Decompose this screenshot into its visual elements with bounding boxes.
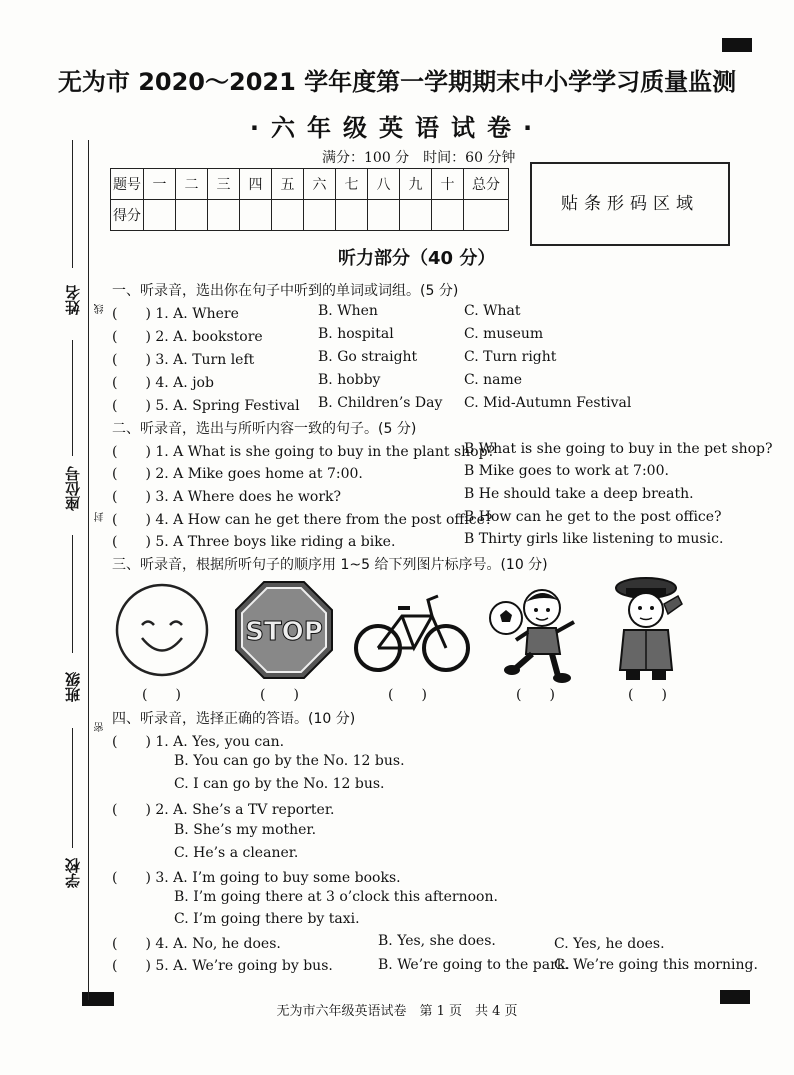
s2-q2-a: ( ) 2. A Mike goes home at 7:00. (112, 466, 363, 482)
s4-q3-b: B. I’m going there at 3 o’clock this afternoon. (174, 889, 498, 905)
s2-q3-b: B He should take a deep breath. (464, 486, 694, 502)
s4-q1-b: B. You can go by the No. 12 bus. (174, 753, 405, 769)
barcode-area-label: 贴条形码区域 (561, 194, 699, 214)
score-cell[interactable] (176, 200, 208, 231)
s1-q2-b: B. hospital (318, 326, 394, 342)
s2-q1-a: ( ) 1. A What is she going to buy in the plant shop? (112, 444, 496, 460)
s2-q4-a: ( ) 4. A How can he get there from the post office? (112, 512, 493, 528)
seat-number-label: 座位号 (64, 466, 82, 511)
score-cell[interactable] (400, 200, 432, 231)
s2-q5-a: ( ) 5. A Three boys like riding a bike. (112, 534, 396, 550)
score-table-col: 三 (208, 169, 240, 200)
score-cell-total[interactable] (464, 200, 509, 231)
exam-subtitle: ·六年级英语试卷· (249, 114, 545, 142)
seal-label: 封 (95, 512, 106, 522)
s4-q2-b: B. She’s my mother. (174, 822, 317, 838)
pic3-answer-blank[interactable]: ( ) (388, 687, 427, 703)
pic4-answer-blank[interactable]: ( ) (516, 687, 555, 703)
score-cell[interactable] (240, 200, 272, 231)
class-label: 班级 (64, 672, 82, 702)
score-table-col: 一 (144, 169, 176, 200)
score-table-col: 五 (272, 169, 304, 200)
s1-q1-a: ( ) 1. A. Where (112, 306, 239, 322)
binding-line (88, 140, 89, 1000)
s4-q5-b: B. We’re going to the park. (378, 957, 570, 973)
score-table-col: 八 (368, 169, 400, 200)
score-cell[interactable] (336, 200, 368, 231)
s1-q1-b: B. When (318, 303, 378, 319)
s1-q4-a: ( ) 4. A. job (112, 375, 214, 391)
s4-q3-a: ( ) 3. A. I’m going to buy some books. (112, 870, 401, 886)
close-label: 密 (95, 722, 106, 732)
bicycle-picture (352, 582, 472, 678)
s1-q3-a: ( ) 3. A. Turn left (112, 352, 255, 368)
s4-q5-a: ( ) 5. A. We’re going by bus. (112, 958, 333, 974)
score-cell[interactable] (432, 200, 464, 231)
name-blank-line (72, 140, 73, 268)
score-cell[interactable] (144, 200, 176, 231)
s4-q2-c: C. He’s a cleaner. (174, 845, 299, 861)
s1-q2-c: C. museum (464, 326, 544, 342)
s4-q1-a: ( ) 1. A. Yes, you can. (112, 734, 285, 750)
s4-q4-a: ( ) 4. A. No, he does. (112, 936, 281, 952)
section1-title: 一、听录音，选出你在句子中听到的单词或词组。(5 分) (112, 283, 459, 299)
score-table-row-label: 得分 (111, 200, 144, 231)
school-blank-line (72, 728, 73, 848)
s1-q3-c: C. Turn right (464, 349, 557, 365)
score-table-col: 四 (240, 169, 272, 200)
section2-title: 二、听录音，选出与所听内容一致的句子。(5 分) (112, 421, 417, 437)
score-time-info: 满分：100 分 时间：60 分钟 (322, 150, 516, 166)
pic2-answer-blank[interactable]: ( ) (260, 687, 299, 703)
barcode-area (530, 162, 730, 246)
score-table-col: 十 (432, 169, 464, 200)
score-cell[interactable] (208, 200, 240, 231)
seat-blank-line (72, 340, 73, 456)
s1-q4-b: B. hobby (318, 372, 381, 388)
s2-q2-b: B Mike goes to work at 7:00. (464, 463, 669, 479)
score-table-total: 总分 (464, 169, 509, 200)
s4-q5-c: C. We’re going this morning. (554, 957, 758, 973)
section4-title: 四、听录音，选择正确的答语。(10 分) (112, 711, 356, 727)
page-footer: 无为市六年级英语试卷 第 1 页 共 4 页 (276, 1004, 518, 1019)
listening-part-title: 听力部分（40 分） (338, 248, 496, 269)
s1-q2-a: ( ) 2. A. bookstore (112, 329, 263, 345)
score-table-score-row (111, 200, 509, 231)
score-table-col: 七 (336, 169, 368, 200)
stop-sign-text: STOP (245, 617, 323, 647)
pic1-answer-blank[interactable]: ( ) (142, 687, 181, 703)
score-table-col: 九 (400, 169, 432, 200)
s4-q4-b: B. Yes, she does. (378, 933, 496, 949)
score-cell[interactable] (272, 200, 304, 231)
score-table-col: 二 (176, 169, 208, 200)
s2-q4-b: B How can he get to the post office? (464, 509, 722, 525)
s2-q1-b: B What is she going to buy in the pet shop? (464, 441, 773, 457)
score-cell[interactable] (368, 200, 400, 231)
name-label: 姓名 (64, 285, 82, 315)
s1-q4-c: C. name (464, 372, 523, 388)
s1-q5-b: B. Children’s Day (318, 395, 443, 411)
stop-sign-picture (234, 580, 334, 680)
s1-q1-c: C. What (464, 303, 521, 319)
section3-title: 三、听录音，根据所听句子的顺序用 1~5 给下列图片标序号。(10 分) (112, 557, 548, 573)
score-cell[interactable] (304, 200, 336, 231)
smiley-face-picture (114, 580, 210, 680)
s4-q3-c: C. I’m going there by taxi. (174, 911, 360, 927)
s4-q4-c: C. Yes, he does. (554, 936, 665, 952)
registration-mark-top-right (722, 38, 752, 52)
s4-q1-c: C. I can go by the No. 12 bus. (174, 776, 385, 792)
s1-q5-a: ( ) 5. A. Spring Festival (112, 398, 300, 414)
score-table-header-row (111, 169, 509, 200)
pic5-answer-blank[interactable]: ( ) (628, 687, 667, 703)
s2-q5-b: B Thirty girls like listening to music. (464, 531, 724, 547)
s2-q3-a: ( ) 3. A Where does he work? (112, 489, 342, 505)
seal-line-label: 线 (95, 304, 106, 314)
s4-q2-a: ( ) 2. A. She’s a TV reporter. (112, 802, 335, 818)
score-table (110, 168, 509, 231)
exam-title: 无为市 2020～2021 学年度第一学期期末中小学学习质量监测 (57, 68, 737, 96)
school-label: 学校 (64, 858, 82, 888)
class-blank-line (72, 535, 73, 653)
s1-q5-c: C. Mid-Autumn Festival (464, 395, 632, 411)
s1-q3-b: B. Go straight (318, 349, 418, 365)
police-officer-picture (608, 574, 688, 684)
score-table-col: 六 (304, 169, 336, 200)
boy-playing-soccer-picture (486, 578, 586, 684)
score-table-row-label: 题号 (111, 169, 144, 200)
